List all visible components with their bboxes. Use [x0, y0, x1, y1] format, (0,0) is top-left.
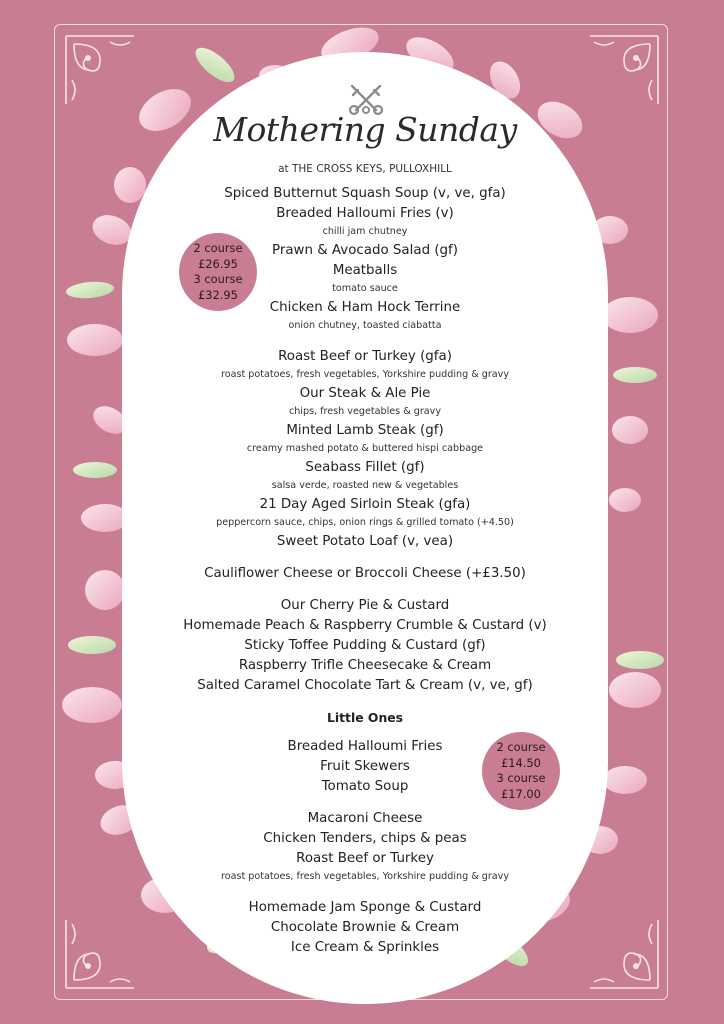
- three-course-price: £17.00: [501, 786, 541, 801]
- kids-price-badge: [482, 732, 560, 810]
- three-course-label: 3 course: [193, 272, 243, 286]
- main-description: salsa verde, roasted new & vegetables: [271, 480, 459, 491]
- main-item: Our Steak & Ale Pie: [299, 386, 431, 401]
- main-item: Seabass Fillet (gf): [305, 460, 425, 475]
- kids-starter-item: Breaded Halloumi Fries: [287, 739, 443, 754]
- dessert-item: Our Cherry Pie & Custard: [280, 598, 450, 613]
- dessert-item: Salted Caramel Chocolate Tart & Cream (v, ve, gf): [197, 678, 533, 693]
- kids-main-item: Macaroni Cheese: [307, 811, 423, 826]
- side-item: Cauliflower Cheese or Broccoli Cheese (+£3.50): [204, 566, 526, 581]
- main-description: peppercorn sauce, chips, onion rings & grilled tomato (+4.50): [216, 517, 514, 528]
- starter-item: Chicken & Ham Hock Terrine: [269, 300, 461, 315]
- starter-description: onion chutney, toasted ciabatta: [288, 320, 442, 331]
- kids-main-item: Chicken Tenders, chips & peas: [263, 831, 467, 846]
- dessert-item: Raspberry Trifle Cheesecake & Cream: [238, 658, 492, 673]
- dessert-item: Homemade Peach & Raspberry Crumble & Custard (v): [183, 618, 547, 633]
- menu-panel: [122, 52, 608, 1004]
- kids-main-description: roast potatoes, fresh vegetables, Yorkshire pudding & gravy: [220, 871, 510, 882]
- starter-item: Breaded Halloumi Fries (v): [276, 206, 454, 221]
- main-description: creamy mashed potato & buttered hispi cabbage: [246, 443, 484, 454]
- kids-main-item: Roast Beef or Turkey: [296, 851, 434, 866]
- starter-item: Spiced Butternut Squash Soup (v, ve, gfa): [224, 186, 506, 201]
- starter-description: tomato sauce: [332, 283, 398, 294]
- starter-item: Meatballs: [332, 263, 398, 278]
- main-item: 21 Day Aged Sirloin Steak (gfa): [259, 497, 471, 512]
- kids-dessert-item: Homemade Jam Sponge & Custard: [248, 900, 482, 915]
- adult-price-badge: [179, 233, 257, 311]
- dessert-item: Sticky Toffee Pudding & Custard (gf): [244, 638, 486, 653]
- kids-starter-item: Fruit Skewers: [320, 759, 410, 774]
- main-item: Roast Beef or Turkey (gfa): [278, 349, 452, 364]
- starter-item: Prawn & Avocado Salad (gf): [271, 243, 458, 258]
- main-item: Minted Lamb Steak (gf): [286, 423, 444, 438]
- kids-dessert-item: Chocolate Brownie & Cream: [270, 920, 460, 935]
- kids-starter-item: Tomato Soup: [321, 779, 409, 794]
- corner-flourish-ornament: [584, 30, 664, 110]
- three-course-price: £32.95: [198, 287, 238, 302]
- main-item: Sweet Potato Loaf (v, vea): [276, 534, 454, 549]
- two-course-price: £14.50: [501, 755, 541, 770]
- corner-flourish-ornament: [60, 30, 140, 110]
- two-course-label: 2 course: [193, 241, 243, 255]
- two-course-label: 2 course: [496, 740, 546, 754]
- kids-dessert-item: Ice Cream & Sprinkles: [290, 940, 440, 955]
- main-description: chips, fresh vegetables & gravy: [288, 406, 442, 417]
- three-course-label: 3 course: [496, 771, 546, 785]
- starter-description: chilli jam chutney: [322, 226, 408, 237]
- main-description: roast potatoes, fresh vegetables, Yorkshire pudding & gravy: [220, 369, 510, 380]
- venue-subtitle: at THE CROSS KEYS, PULLOXHILL: [278, 163, 452, 175]
- page-title: Mothering Sunday: [213, 110, 517, 149]
- little-ones-heading: Little Ones: [326, 710, 404, 725]
- two-course-price: £26.95: [198, 256, 238, 271]
